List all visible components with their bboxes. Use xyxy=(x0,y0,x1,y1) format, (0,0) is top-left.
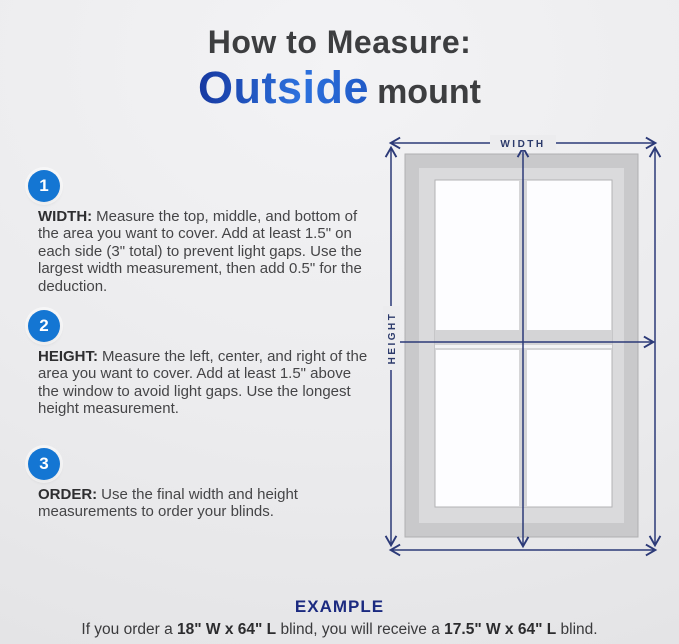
step-1-label: WIDTH: xyxy=(38,208,93,225)
step-1-badge: 1 xyxy=(28,170,60,202)
step-height xyxy=(28,310,380,418)
step-1-body: Measure the top, middle, and bottom of the area you want to cover. Add at least 1.5" on each side (3" total) to prevent light gaps. Use the largest width measurement, then add 0.5" for the deduction. xyxy=(38,208,362,295)
step-2-label: HEIGHT: xyxy=(38,348,98,365)
example-heading: EXAMPLE xyxy=(294,597,385,616)
title-block xyxy=(0,26,679,111)
step-width xyxy=(28,170,380,295)
step-3-text xyxy=(38,486,374,521)
title-suffix: mount xyxy=(377,72,481,111)
step-2-text xyxy=(38,348,374,418)
step-3-label: ORDER: xyxy=(38,486,98,503)
step-order xyxy=(28,448,380,521)
step-2-badge: 2 xyxy=(28,310,60,342)
example-sentence: If you order a 18" W x 64" L blind, you will receive a 17.5" W x 64" L blind. xyxy=(81,621,598,638)
page-title: How to Measure: xyxy=(207,24,472,60)
step-2-body: Measure the left, center, and right of the area you want to cover. Add at least 1.5" above the window to avoid light gaps. Use the longest height measurement. xyxy=(38,348,368,418)
width-label: WIDTH xyxy=(500,139,546,150)
page-subtitle xyxy=(0,61,679,113)
step-1-text xyxy=(38,208,374,295)
step-3-body: Use the final width and height measurements to order your blinds. xyxy=(38,486,298,521)
step-3-badge: 3 xyxy=(28,448,60,480)
window-measurement-diagram xyxy=(378,132,668,562)
height-label: HEIGHT xyxy=(387,311,398,365)
example-block xyxy=(0,597,679,639)
title-highlight: Outside xyxy=(198,61,370,113)
